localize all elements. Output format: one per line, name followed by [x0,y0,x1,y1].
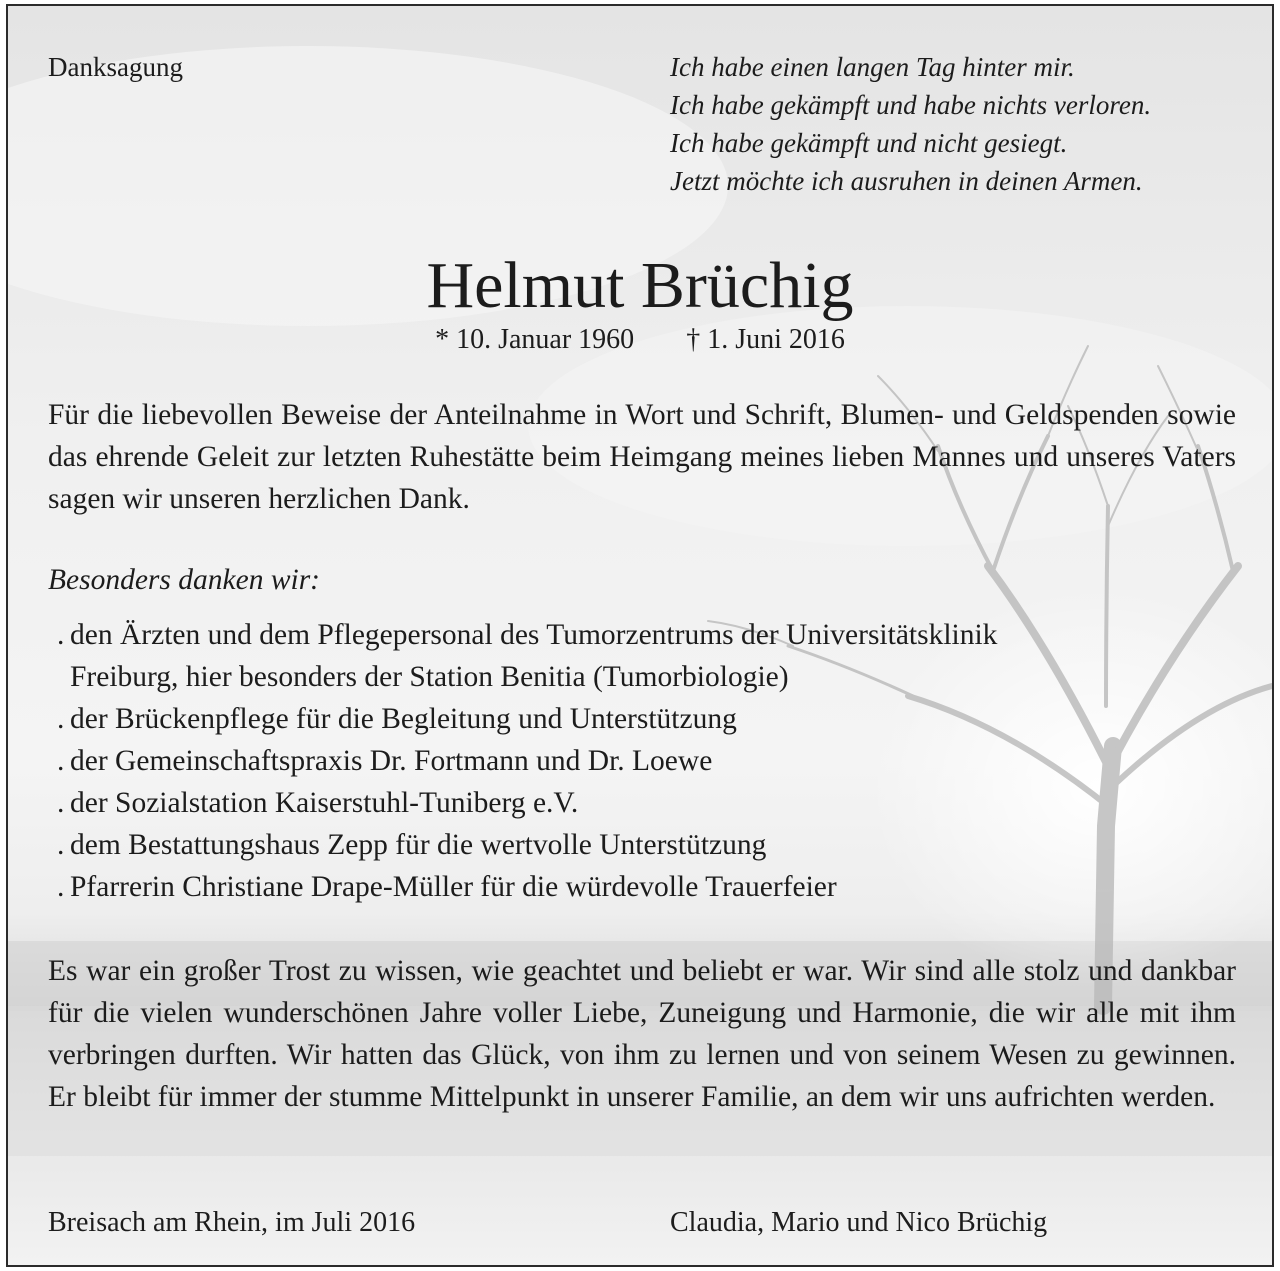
list-item: . der Gemeinschaftspraxis Dr. Fortmann und Dr. Loewe [48,740,1238,782]
thanks-heading: Besonders danken wir: [48,564,321,596]
danksagung-label: Danksagung [48,52,183,82]
poem-line: Ich habe gekämpft und habe nichts verloren. [670,90,1152,120]
signatories: Claudia, Mario und Nico Brüchig [670,1207,1048,1238]
list-item: . den Ärzten und dem Pflegepersonal des Tumorzentrums der Universitätsklinik [48,614,1238,656]
closing-paragraph: Es war ein großer Trost zu wissen, wie geachtet und beliebt er war. Wir sind alle stolz und dankbar für die vielen wunderschönen Jahre voller Liebe, Zuneigung und Harmonie, die wir alle mit ihm verbringen durften. Wir hatten das Glück, von ihm zu lernen und von seinem Wesen zu gewinnen. Er bleibt für immer der stumme Mittelpunkt in unserer Familie, an dem wir uns aufrichten werden. [48,955,1236,1113]
life-dates [8,322,1272,358]
poem-line: Ich habe gekämpft und nicht gesiegt. [670,128,1068,158]
poem [670,48,1270,200]
intro-paragraph: Für die liebevollen Beweise der Anteilnahme in Wort und Schrift, Blumen- und Geldspenden sowie das ehrende Geleit zur letzten Ruhestätte beim Heimgang meines lieben Mannes und unseres Vaters sagen wir unseren herzlichen Dank. [48,399,1236,515]
list-item: . Pfarrerin Christiane Drape-Müller für die würdevolle Trauerfeier [48,866,1238,908]
list-item: . der Brückenpflege für die Begleitung und Unterstützung [48,698,1238,740]
thanks-list [48,614,1238,908]
place-date: Breisach am Rhein, im Juli 2016 [48,1207,416,1238]
birth-date: * 10. Januar 1960 [435,324,635,355]
list-item: . dem Bestattungshaus Zepp für die wertvolle Unterstützung [48,824,1238,866]
poem-line: Ich habe einen langen Tag hinter mir. [670,52,1075,82]
obituary-card [6,4,1274,1267]
deceased-name: Helmut Brüchig [426,249,854,322]
poem-line: Jetzt möchte ich ausruhen in deinen Armen. [670,166,1143,196]
death-date: † 1. Juni 2016 [686,324,845,355]
list-item: . der Sozialstation Kaiserstuhl-Tuniberg e.V. [48,782,1238,824]
list-item-continuation: Freiburg, hier besonders der Station Benitia (Tumorbiologie) [70,661,789,693]
